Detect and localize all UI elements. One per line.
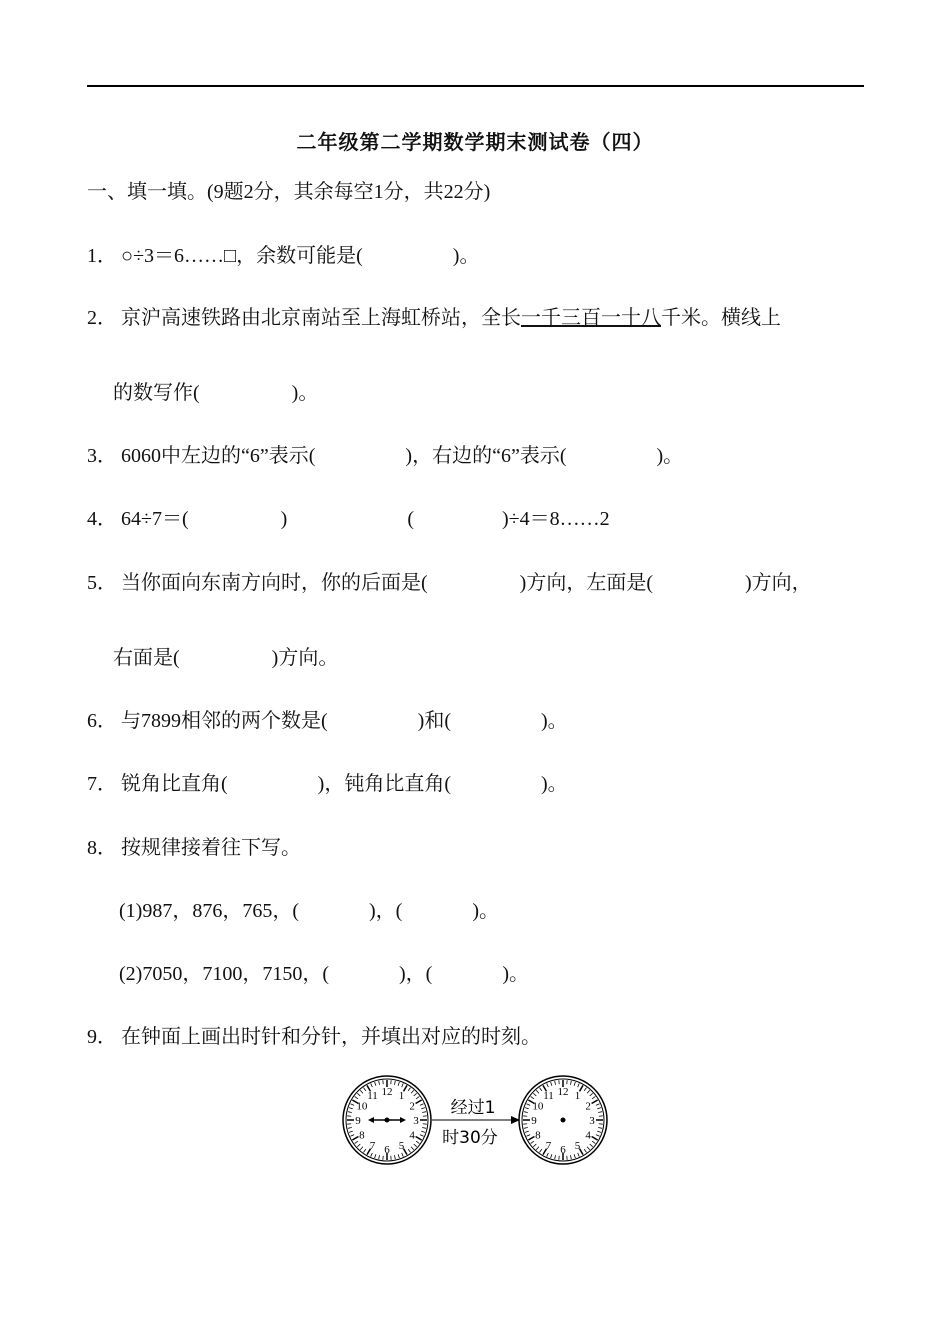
clock-tick (375, 1154, 376, 1158)
clock-number: 5 (574, 1140, 581, 1153)
q-text: )，( (398, 963, 433, 985)
clock-tick (416, 1096, 419, 1098)
q-text: )。 (541, 773, 568, 795)
q-text: ○÷3＝6……□，余数可能是( (121, 245, 363, 267)
clock-tick (350, 1135, 354, 1137)
q-text: 当你面向东南方向时，你的后面是( (121, 572, 428, 594)
clock-tick (598, 1112, 602, 1113)
clock-tick (357, 1144, 360, 1147)
clock-tick (597, 1131, 601, 1132)
clock-tick (533, 1144, 536, 1147)
clock-tick (578, 1153, 580, 1157)
question-3 (87, 444, 683, 468)
clock-tick (596, 1135, 600, 1137)
top-rule (87, 85, 864, 87)
clock-tick (531, 1141, 534, 1143)
clock-tick (551, 1154, 552, 1158)
clock-tick (524, 1112, 528, 1113)
q-text: 的数写作( (113, 382, 200, 404)
clock-diagram (335, 1068, 615, 1178)
clock-number: 7 (369, 1140, 376, 1153)
q-text: )，右边的“6”表示( (405, 445, 567, 467)
q-text: 右面是( (113, 647, 180, 669)
clock-number: 6 (560, 1144, 566, 1156)
clock-tick (578, 1083, 580, 1087)
clock-tick (526, 1135, 530, 1137)
clock-tick (348, 1127, 352, 1128)
clock-number: 1 (574, 1089, 581, 1102)
q-text: (1)987，876，765，( (119, 900, 299, 922)
clock-start (343, 1076, 431, 1164)
question-4 (87, 507, 610, 531)
clock-number: 4 (409, 1129, 415, 1142)
clock-tick (590, 1144, 593, 1147)
clock-tick (416, 1100, 422, 1104)
clock-tick (524, 1127, 528, 1128)
q-text: 6060中左边的“6”表示( (121, 445, 316, 467)
clock-tick (352, 1137, 358, 1141)
clock-tick (584, 1088, 586, 1091)
q-text: (2)7050，7100，7150，( (119, 963, 329, 985)
arrow-label-top: 经过1 (450, 1098, 496, 1118)
clock-tick (350, 1104, 354, 1106)
clock-tick (547, 1153, 549, 1157)
clock-tick (551, 1082, 552, 1086)
q-number: 1． (87, 245, 117, 267)
clock-tick (375, 1082, 376, 1086)
clock-number: 1 (398, 1089, 405, 1102)
page-title: 二年级第二学期数学期末测试卷（四） (296, 130, 654, 154)
q-text: )。 (502, 963, 529, 985)
clock-tick (379, 1081, 380, 1085)
hand-arrow-icon (368, 1117, 374, 1123)
clock-tick (414, 1093, 417, 1096)
clock-tick (420, 1135, 424, 1137)
clock-tick (422, 1127, 426, 1128)
q-number: 9． (87, 1026, 117, 1048)
arrow-label-bottom: 时30分 (442, 1128, 498, 1148)
clock-number: 10 (356, 1100, 368, 1113)
clock-tick (394, 1081, 395, 1085)
clock-tick (584, 1149, 586, 1152)
clock-tick (592, 1096, 595, 1098)
clock-tick (587, 1090, 590, 1093)
clock-tick (597, 1108, 601, 1109)
clock-tick (547, 1083, 549, 1087)
question-1 (87, 244, 479, 268)
q-number: 6． (87, 710, 117, 732)
clock-tick (398, 1082, 399, 1086)
q-text: )方向，左面是( (519, 572, 653, 594)
clock-number: 12 (557, 1086, 569, 1098)
q-text: )。 (291, 382, 319, 404)
q-number: 2． (87, 307, 117, 329)
question-5 (87, 571, 812, 595)
question-8 (87, 836, 301, 860)
q-text: 锐角比直角( (121, 773, 228, 795)
question-2-cont (113, 381, 318, 405)
clock-tick (402, 1083, 404, 1087)
clock-tick (536, 1147, 539, 1150)
q-text: )。 (541, 710, 568, 732)
clock-tick (420, 1104, 424, 1106)
clock-tick (408, 1088, 410, 1091)
clock-tick (357, 1093, 360, 1096)
question-7 (87, 772, 568, 796)
q-text: )，钝角比直角( (317, 773, 451, 795)
q-text: 64÷7＝( (121, 508, 189, 530)
clock-number: 7 (545, 1140, 552, 1153)
clock-tick (539, 1088, 541, 1091)
clock-tick (363, 1088, 365, 1091)
clock-tick (592, 1100, 598, 1104)
clock-tick (533, 1093, 536, 1096)
question-9 (87, 1025, 541, 1049)
q-text: )，( (368, 900, 403, 922)
clock-tick (360, 1090, 363, 1093)
clock-tick (394, 1155, 395, 1159)
clock-tick (570, 1155, 571, 1159)
clock-tick (526, 1104, 530, 1106)
clock-tick (349, 1108, 353, 1109)
q-text: ) (280, 508, 288, 530)
clock-tick (574, 1154, 575, 1158)
clock-tick (555, 1081, 556, 1085)
underlined-number: 一千三百一十八 (521, 307, 661, 329)
clock-number: 12 (381, 1086, 393, 1098)
clock-tick (416, 1141, 419, 1143)
clock-tick (587, 1147, 590, 1150)
clock-tick (414, 1144, 417, 1147)
q-text: )。 (656, 445, 684, 467)
clock-number: 5 (398, 1140, 405, 1153)
section-heading: 一、填一填。(9题2分，其余每空1分，共22分) (87, 181, 491, 203)
clock-number: 10 (532, 1100, 544, 1113)
clock-number: 2 (409, 1100, 415, 1113)
clock-number: 4 (585, 1129, 591, 1142)
clock-tick (349, 1131, 353, 1132)
clock-number: 3 (589, 1115, 595, 1127)
question-5-cont (113, 646, 338, 670)
clock-tick (592, 1137, 598, 1141)
q-text: )方向。 (271, 647, 339, 669)
clock-number: 11 (543, 1089, 554, 1102)
clock-number: 8 (359, 1129, 365, 1142)
clock-number: 6 (384, 1144, 390, 1156)
clock-tick (408, 1149, 410, 1152)
clock-tick (531, 1096, 534, 1098)
clock-tick (574, 1082, 575, 1086)
clock-number: 11 (367, 1089, 378, 1102)
clock-tick (539, 1149, 541, 1152)
q-number: 3． (87, 445, 117, 467)
q-number: 8． (87, 837, 117, 859)
clock-center (385, 1118, 390, 1123)
clock-number: 3 (413, 1115, 419, 1127)
q-text: 与7899相邻的两个数是( (121, 710, 328, 732)
question-8-part-1 (119, 899, 499, 923)
clock-tick (411, 1147, 414, 1150)
question-2 (87, 306, 781, 330)
q-number: 4． (87, 508, 117, 530)
q-text: 按规律接着往下写。 (121, 837, 301, 859)
clock-tick (525, 1131, 529, 1132)
question-8-part-2 (119, 962, 529, 986)
clock-tick (590, 1093, 593, 1096)
clock-tick (411, 1090, 414, 1093)
clock-tick (421, 1108, 425, 1109)
clock-tick (348, 1112, 352, 1113)
clock-tick (596, 1104, 600, 1106)
clock-tick (363, 1149, 365, 1152)
q-text: )。 (472, 900, 499, 922)
q-text: )方向， (745, 572, 812, 594)
hand-arrow-icon (400, 1117, 406, 1123)
q-text: )和( (417, 710, 451, 732)
clock-tick (598, 1127, 602, 1128)
clock-tick (570, 1081, 571, 1085)
clock-tick (592, 1141, 595, 1143)
clock-number: 9 (531, 1115, 537, 1127)
clock-number: 8 (535, 1129, 541, 1142)
q-text: )。 (452, 245, 480, 267)
clock-tick (402, 1153, 404, 1157)
clock-tick (536, 1090, 539, 1093)
q-text: )÷4＝8……2 (501, 508, 610, 530)
clock-tick (371, 1083, 373, 1087)
clock-tick (355, 1096, 358, 1098)
clock-tick (379, 1155, 380, 1159)
clock-center (561, 1118, 566, 1123)
q-number: 5． (87, 572, 117, 594)
clock-tick (422, 1112, 426, 1113)
clock-tick (528, 1137, 534, 1141)
clock-number: 9 (355, 1115, 361, 1127)
question-6 (87, 709, 568, 733)
q-text: ( (407, 508, 414, 530)
q-text: 在钟面上画出时针和分针，并填出对应的时刻。 (121, 1026, 541, 1048)
clock-tick (555, 1155, 556, 1159)
clock-answer[interactable] (519, 1076, 607, 1164)
q-text: 千米。横线上 (661, 307, 781, 329)
q-number: 7． (87, 773, 117, 795)
clock-tick (355, 1141, 358, 1143)
clock-tick (416, 1137, 422, 1141)
clock-tick (525, 1108, 529, 1109)
clock-tick (360, 1147, 363, 1150)
q-text: 京沪高速铁路由北京南站至上海虹桥站，全长 (121, 307, 521, 329)
clock-tick (421, 1131, 425, 1132)
clock-tick (398, 1154, 399, 1158)
clock-number: 2 (585, 1100, 591, 1113)
clock-tick (371, 1153, 373, 1157)
